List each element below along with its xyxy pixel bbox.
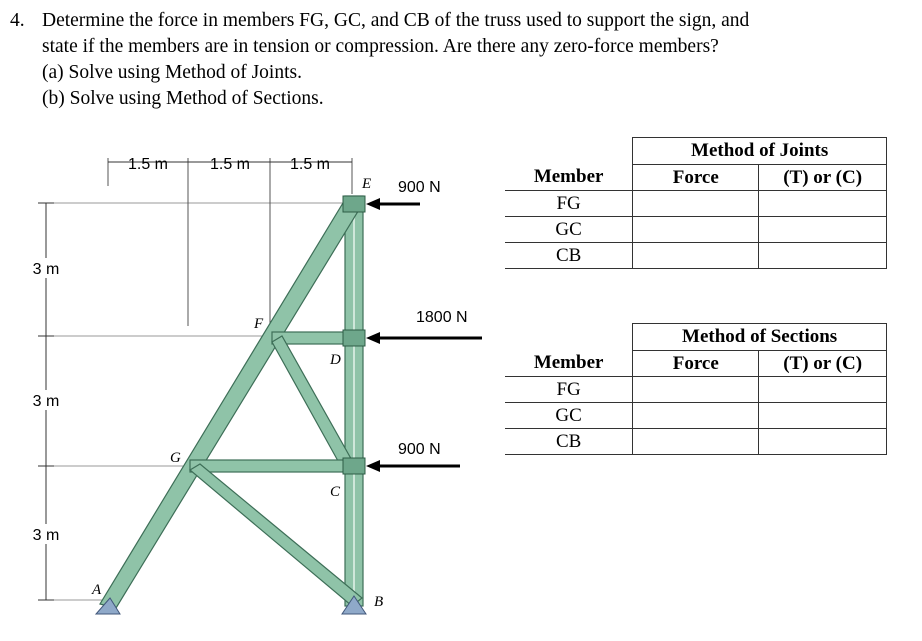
- sections-force-gc-cell[interactable]: [633, 403, 759, 429]
- node-f: F: [254, 316, 264, 332]
- vertical-guides: [108, 158, 352, 326]
- sections-member-fg: FG: [505, 377, 633, 403]
- truss-figure: [0, 136, 500, 636]
- method-of-joints-table: [505, 137, 887, 269]
- dim-left-1: 3 m: [32, 261, 60, 278]
- sections-header-tc: (T) or (C): [759, 351, 887, 377]
- table-row: [505, 377, 887, 403]
- truss-members: [96, 196, 366, 614]
- sections-tc-fg-cell[interactable]: [759, 377, 887, 403]
- joints-header-member: Member: [505, 165, 633, 191]
- sections-force-cb-cell[interactable]: [633, 429, 759, 455]
- sections-tc-cb-cell[interactable]: [759, 429, 887, 455]
- sections-tc-gc-cell[interactable]: [759, 403, 887, 429]
- node-b: B: [374, 594, 384, 610]
- table-row: [505, 243, 887, 269]
- joints-force-fg-cell[interactable]: [633, 191, 759, 217]
- joints-title: Method of Joints: [633, 138, 887, 165]
- loads: [366, 179, 482, 472]
- joints-header-force: Force: [633, 165, 759, 191]
- joints-member-fg: FG: [505, 191, 633, 217]
- sections-member-gc: GC: [505, 403, 633, 429]
- joints-header-tc: (T) or (C): [759, 165, 887, 191]
- dim-top-2: 1.5 m: [209, 156, 251, 173]
- sections-force-fg-cell[interactable]: [633, 377, 759, 403]
- joints-tc-gc-cell[interactable]: [759, 217, 887, 243]
- sections-member-cb: CB: [505, 429, 633, 455]
- sections-header-force: Force: [633, 351, 759, 377]
- joints-force-cb-cell[interactable]: [633, 243, 759, 269]
- node-a: A: [92, 582, 102, 598]
- load-900-top: 900 N: [398, 179, 441, 196]
- table-row: [505, 429, 887, 455]
- load-1800: 1800 N: [416, 309, 468, 326]
- left-dimension: [30, 203, 62, 600]
- sections-header-member: Member: [505, 351, 633, 377]
- table-row: [505, 217, 887, 243]
- load-900-bottom: 900 N: [398, 441, 441, 458]
- table-row: [505, 191, 887, 217]
- node-e: E: [362, 176, 372, 192]
- dim-left-3: 3 m: [32, 527, 60, 544]
- dim-top-1: 1.5 m: [127, 156, 169, 173]
- joints-tc-cb-cell[interactable]: [759, 243, 887, 269]
- joints-force-gc-cell[interactable]: [633, 217, 759, 243]
- problem-number: 4.: [10, 10, 25, 31]
- node-d: D: [330, 352, 341, 368]
- problem-statement: [10, 8, 910, 112]
- part-a: (a) Solve using Method of Joints.: [42, 62, 302, 83]
- joints-member-gc: GC: [505, 217, 633, 243]
- top-dimension: [108, 156, 352, 173]
- dim-top-3: 1.5 m: [289, 156, 331, 173]
- sections-title: Method of Sections: [633, 324, 887, 351]
- joints-member-cb: CB: [505, 243, 633, 269]
- problem-line-1: Determine the force in members FG, GC, and CB of the truss used to support the sign, and: [42, 10, 750, 31]
- method-of-sections-table: [505, 323, 887, 455]
- joints-tc-fg-cell[interactable]: [759, 191, 887, 217]
- table-row: [505, 403, 887, 429]
- dim-left-2: 3 m: [32, 393, 60, 410]
- node-g: G: [170, 450, 181, 466]
- problem-line-2: state if the members are in tension or compression. Are there any zero-force members?: [42, 36, 719, 57]
- node-c: C: [330, 484, 341, 500]
- part-b: (b) Solve using Method of Sections.: [42, 88, 324, 109]
